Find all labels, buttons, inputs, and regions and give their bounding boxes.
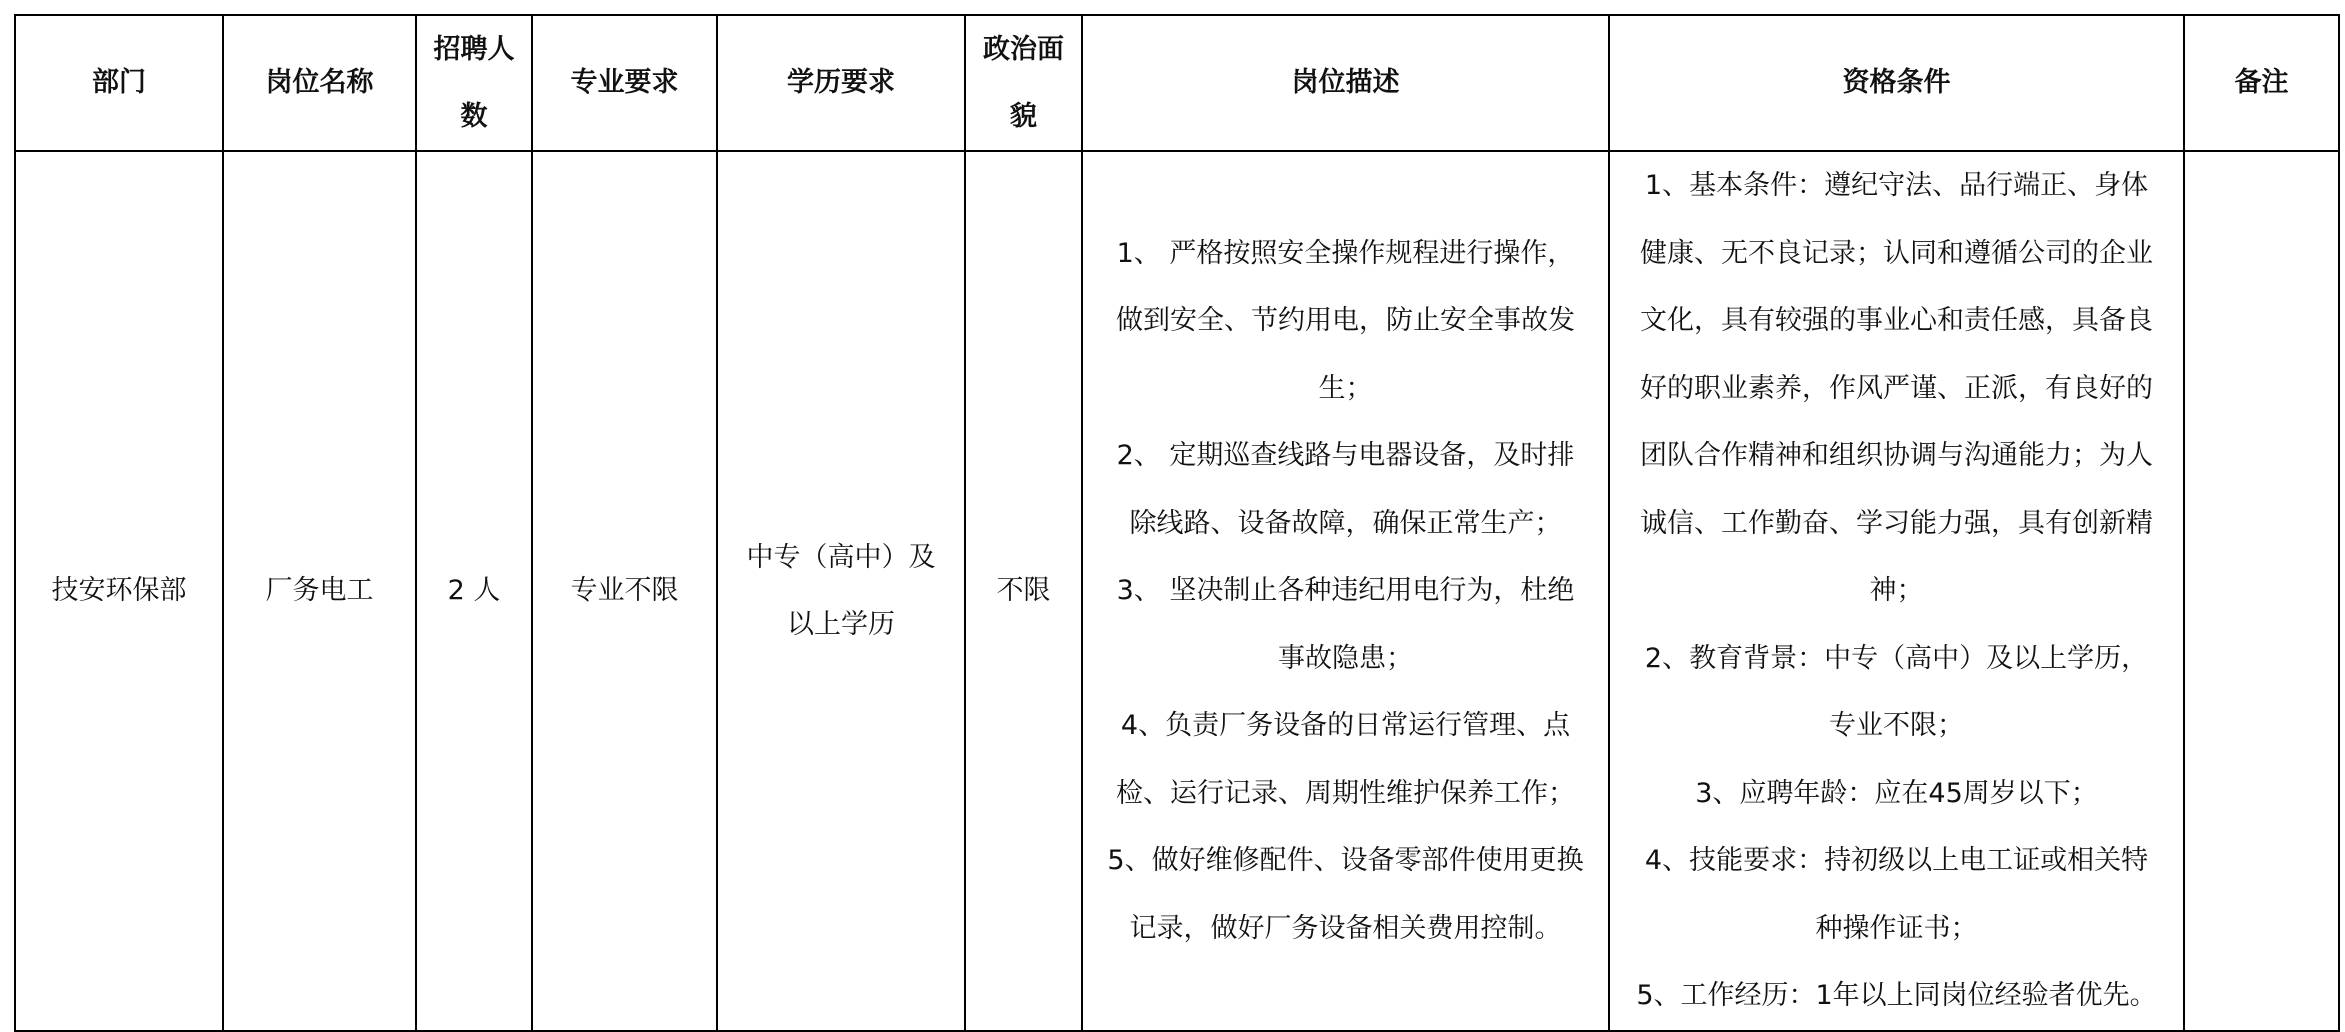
qualification-line: 3、应聘年龄：应在45周岁以下； (1695, 777, 2098, 809)
qualification-line: 1、基本条件：遵纪守法、品行端正、身体 (1644, 170, 2149, 201)
header-count-line1: 招聘人 (433, 34, 515, 65)
cell-qualifications (1609, 151, 2184, 1031)
description-line: 记录，做好厂务设备相关费用控制。 (1129, 912, 1562, 944)
qualification-line: 4、技能要求：持初级以上电工证或相关特 (1644, 845, 2149, 876)
header-position: 岗位名称 (223, 15, 416, 151)
qualification-line: 好的职业素养，作风严谨、正派，有良好的 (1640, 372, 2153, 404)
header-political (965, 15, 1082, 151)
description-line: 3、 坚决制止各种违纪用电行为，杜绝 (1116, 575, 1575, 606)
recruitment-table (14, 14, 2340, 1032)
header-description: 岗位描述 (1082, 15, 1609, 151)
description-line: 1、 严格按照安全操作规程进行操作， (1116, 237, 1575, 269)
cell-education (717, 151, 965, 1031)
cell-position: 厂务电工 (223, 151, 416, 1031)
cell-description (1082, 151, 1609, 1031)
cell-education-line1: 中专（高中）及 (746, 541, 936, 573)
description-line: 生； (1318, 372, 1373, 404)
header-dept: 部门 (15, 15, 223, 151)
header-count-line2: 数 (460, 101, 488, 132)
qualification-line: 团队合作精神和组织协调与沟通能力；为人 (1640, 440, 2153, 471)
qualification-line: 2、教育背景：中专（高中）及以上学历， (1644, 642, 2149, 674)
qualification-line: 神； (1869, 575, 1924, 606)
header-political-line1: 政治面 (983, 34, 1064, 65)
cell-count: 2 人 (416, 151, 532, 1031)
description-line: 检、运行记录、周期性维护保养工作； (1116, 777, 1575, 809)
qualification-line: 5、工作经历：1年以上同岗位经验者优先。 (1636, 980, 2157, 1011)
description-line: 除线路、设备故障，确保正常生产； (1129, 507, 1562, 539)
cell-remarks (2184, 151, 2339, 1031)
description-line: 做到安全、节约用电，防止安全事故发 (1116, 305, 1575, 336)
description-line: 2、 定期巡查线路与电器设备，及时排 (1116, 440, 1575, 471)
cell-dept: 技安环保部 (15, 151, 223, 1031)
header-remarks: 备注 (2184, 15, 2339, 151)
description-line: 5、做好维修配件、设备零部件使用更换 (1107, 845, 1584, 876)
description-line: 4、负责厂务设备的日常运行管理、点 (1120, 710, 1571, 741)
header-qualifications: 资格条件 (1609, 15, 2184, 151)
qualification-line: 种操作证书； (1815, 912, 1978, 944)
header-count (416, 15, 532, 151)
qualification-line: 专业不限； (1829, 710, 1964, 741)
cell-major: 专业不限 (532, 151, 717, 1031)
qualification-line: 健康、无不良记录；认同和遵循公司的企业 (1640, 237, 2153, 269)
cell-political: 不限 (965, 151, 1082, 1031)
header-political-line2: 貌 (1010, 101, 1037, 132)
cell-education-line2: 以上学历 (787, 608, 895, 640)
header-major: 专业要求 (532, 15, 717, 151)
header-row (15, 15, 2339, 151)
qualification-line: 文化，具有较强的事业心和责任感，具备良 (1640, 305, 2153, 336)
header-education: 学历要求 (717, 15, 965, 151)
qualification-line: 诚信、工作勤奋、学习能力强，具有创新精 (1640, 507, 2153, 539)
description-line: 事故隐患； (1278, 642, 1413, 674)
table-row (15, 151, 2339, 1031)
